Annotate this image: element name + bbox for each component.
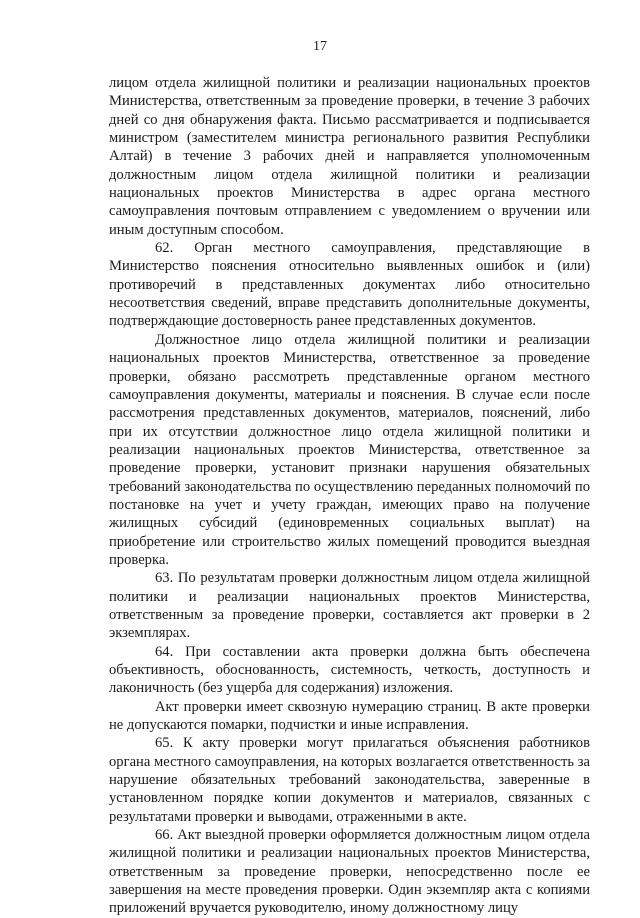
paragraph-66: 66. Акт выездной проверки оформляется должностным лицом отдела жилищной политики и реализации национальных проектов Министерства, ответственным за проведение проверки, непосредственно после ее завершения на месте проведения проверки. Один экземпляр акта с копиями приложений вручается руководителю, иному должностному лицу bbox=[109, 827, 590, 917]
paragraph-65: 65. К акту проверки могут прилагаться объяснения работников органа местного самоуправления, на которых возлагается ответственность за нарушение обязательных требований законодательства, заверенные в установленном порядке копии документов и материалов, связанных с результатами проверки и выводами, отраженными в акте. bbox=[109, 735, 590, 825]
paragraph-63: 63. По результатам проверки должностным лицом отдела жилищной политики и реализации национальных проектов Министерства, ответственным за проведение проверки, составляется акт проверки в 2 экземплярах. bbox=[109, 570, 590, 642]
paragraph-numbering: Акт проверки имеет сквозную нумерацию страниц. В акте проверки не допускаются помарки, подчистки и иные исправления. bbox=[109, 698, 590, 734]
page-number: 17 bbox=[313, 39, 327, 54]
paragraph-official-review: Должностное лицо отдела жилищной политики и реализации национальных проектов Министерства, ответственное за проведение проверки, обязано рассмотреть представленные органом местного самоуправления документы, материалы и пояснения. В случае если после рассмотрения представленных документов, материалов, пояснений, либо при их отсутствии должностное лицо отдела жилищной политики и реализации национальных проектов Министерства, ответственное за проведение проверки, установит признаки нарушения обязательных требований законодательства по осуществлению переданных полномочий по постановке на учет и учету граждан, имеющих право на получение жилищных субсидий (единовременных социальных выплат) на приобретение или строительство жилых помещений проводится выездная проверка. bbox=[109, 331, 590, 568]
paragraph-62: 62. Орган местного самоуправления, представляющие в Министерство пояснения относительно выявленных ошибок и (или) противоречий в представленных документах либо относительно несоответствия сведений, вправе представить дополнительные документы, подтверждающие достоверность ранее представленных документов. bbox=[109, 240, 590, 330]
paragraph-continuation: лицом отдела жилищной политики и реализации национальных проектов Министерства, ответственным за проведение проверки, в течение 3 рабочих дней со дня обнаружения факта. Письмо рассматривается и подписывается министром (заместителем министра регионального развития Республики Алтай) в течение 3 рабочих дней и направляется уполномоченным должностным лицом отдела жилищной политики и реализации национальных проектов Министерства в адрес органа местного самоуправления почтовым отправлением с уведомлением о вручении или иным доступным способом. bbox=[109, 75, 590, 238]
document-body bbox=[109, 74, 590, 918]
paragraph-64: 64. При составлении акта проверки должна быть обеспечена объективность, обоснованность, системность, четкость, доступность и лаконичность (без ущерба для содержания) изложения. bbox=[109, 643, 590, 697]
